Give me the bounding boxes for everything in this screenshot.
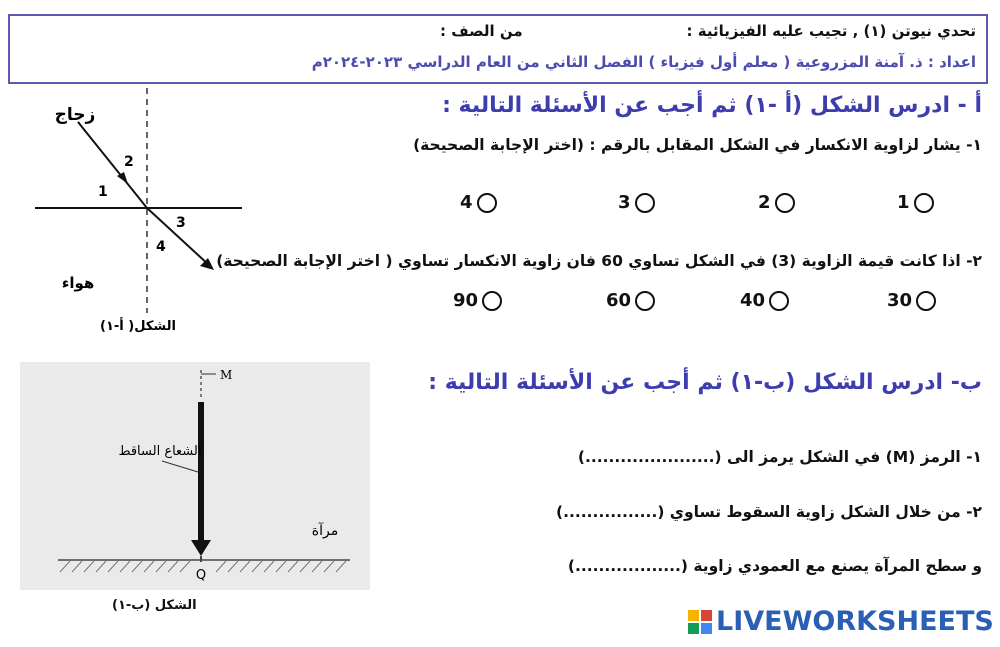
- medium-bottom-label: هواء: [61, 274, 95, 292]
- radio-button[interactable]: [775, 193, 795, 213]
- liveworksheets-mark-icon: [688, 610, 712, 634]
- q2-option-60[interactable]: [606, 290, 655, 311]
- option-value: 90: [453, 290, 479, 311]
- label-m: M: [220, 368, 233, 382]
- option-value: 3: [618, 192, 631, 213]
- radio-button[interactable]: [477, 193, 497, 213]
- liveworksheets-logo: [688, 606, 994, 637]
- medium-top-label: زجاج: [54, 105, 96, 125]
- section-a-question-2: ٢- اذا كانت قيمة الزاوية (3) في الشكل تساوي 60 فان زاوية الانكسار تساوي ( اختر الإجابة الصحيحة): [216, 252, 982, 270]
- q1-option-3[interactable]: [618, 192, 655, 213]
- figure-b-caption: الشكل (ب-١): [112, 598, 197, 613]
- option-value: 4: [460, 192, 473, 213]
- q1-option-2[interactable]: [758, 192, 795, 213]
- option-value: 2: [758, 192, 771, 213]
- section-a-question-1: ١- يشار لزاوية الانكسار في الشكل المقابل بالرقم : (اختر الإجابة الصحيحة): [413, 136, 982, 154]
- incident-ray: [78, 122, 147, 208]
- radio-button[interactable]: [914, 193, 934, 213]
- mark-square: [688, 610, 699, 621]
- mark-square: [701, 610, 712, 621]
- header-box: [8, 14, 988, 84]
- refraction-diagram: [20, 88, 250, 338]
- angle-label-1: 1: [98, 184, 108, 200]
- class-field-label: من الصف :: [440, 22, 523, 40]
- radio-button[interactable]: [635, 193, 655, 213]
- q2-option-30[interactable]: [887, 290, 936, 311]
- section-b-title: ب- ادرس الشكل (ب-١) ثم أجب عن الأسئلة التالية :: [428, 370, 982, 395]
- mirror-figure-background: [20, 362, 370, 590]
- radio-button[interactable]: [482, 291, 502, 311]
- option-value: 40: [740, 290, 766, 311]
- section-a-title: أ - ادرس الشكل (أ -١) ثم أجب عن الأسئلة التالية :: [442, 93, 982, 118]
- option-value: 30: [887, 290, 913, 311]
- option-value: 60: [606, 290, 632, 311]
- radio-button[interactable]: [769, 291, 789, 311]
- section-b-question-2: ٢- من خلال الشكل زاوية السقوط تساوي (................): [556, 503, 982, 521]
- section-b-question-1: ١- الرمز (M) في الشكل يرمز الى (......................): [577, 448, 982, 466]
- label-mirror: مرآة: [311, 523, 339, 539]
- q2-option-90[interactable]: [453, 290, 502, 311]
- label-incident-ray: الشعاع الساقط: [118, 444, 202, 459]
- logo-text: LIVEWORKSHEETS: [716, 606, 994, 637]
- header-title: تحدي نيوتن (١) , تجيب عليه الفيزيائية :: [686, 22, 976, 40]
- q1-option-4[interactable]: [460, 192, 497, 213]
- mark-square: [688, 623, 699, 634]
- angle-label-4: 4: [156, 239, 166, 255]
- header-author: اعداد : ذ. آمنة المزروعية ( معلم أول فيزياء ) الفصل الثاني من العام الدراسي ٢٠٢٣-٢٠٢٤م: [311, 53, 976, 71]
- figure-a-caption: الشكل( أ-١): [100, 319, 176, 334]
- radio-button[interactable]: [916, 291, 936, 311]
- angle-label-3: 3: [176, 215, 186, 231]
- radio-button[interactable]: [635, 291, 655, 311]
- label-q: Q: [195, 568, 207, 583]
- mirror-diagram: [20, 362, 370, 592]
- q1-option-1[interactable]: [897, 192, 934, 213]
- section-b-question-3: و سطح المرآة يصنع مع العمودي زاوية (..................): [567, 557, 982, 575]
- mark-square: [701, 623, 712, 634]
- q2-option-40[interactable]: [740, 290, 789, 311]
- angle-label-2: 2: [124, 154, 134, 170]
- option-value: 1: [897, 192, 910, 213]
